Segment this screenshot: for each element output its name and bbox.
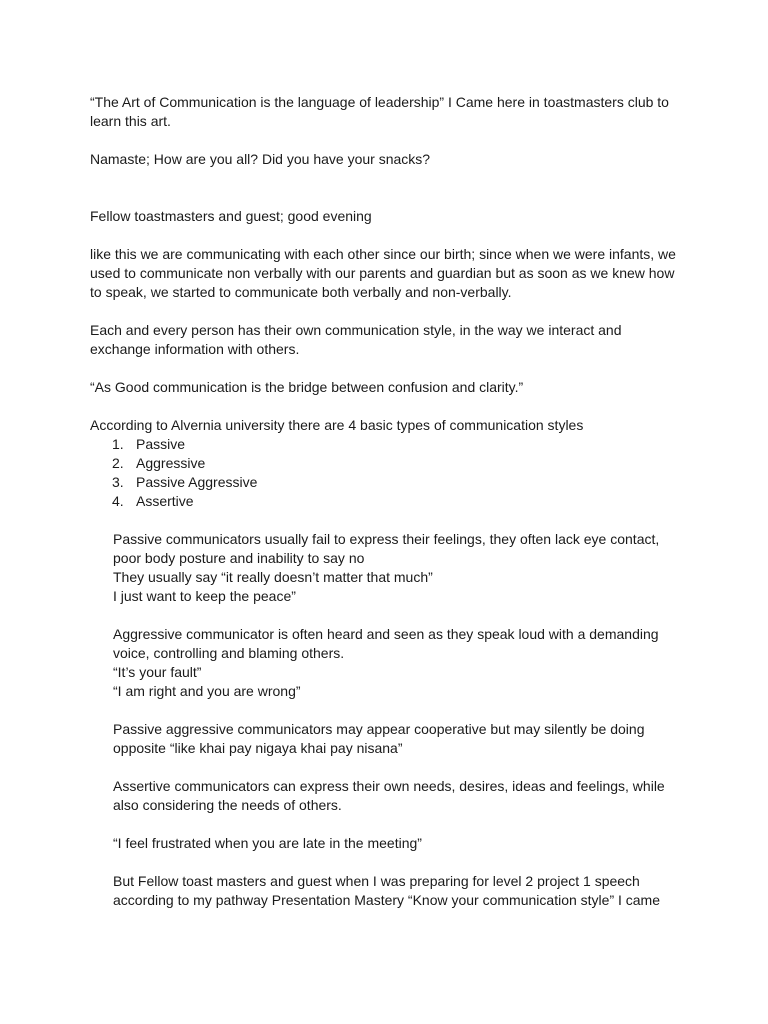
greeting-paragraph: Namaste; How are you all? Did you have your snacks? bbox=[90, 151, 431, 167]
assertive-quote-paragraph: “I feel frustrated when you are late in the meeting” bbox=[113, 835, 422, 851]
aggressive-quote-2: “I am right and you are wrong” bbox=[113, 683, 301, 699]
list-text: Passive bbox=[136, 436, 186, 452]
assertive-paragraph: Assertive communicators can express their own needs, desires, ideas and feelings, while also considering the needs of others. bbox=[113, 778, 665, 813]
communication-style-paragraph: Each and every person has their own communication style, in the way we interact and exchange information with others. bbox=[90, 322, 622, 357]
document-page bbox=[90, 93, 680, 929]
list-number: 2. bbox=[112, 455, 124, 471]
list-item bbox=[90, 435, 680, 454]
passive-aggressive-paragraph: Passive aggressive communicators may appear cooperative but may silently be doing opposite “like khai pay nigaya khai pay nisana” bbox=[113, 721, 645, 756]
passive-description: Passive communicators usually fail to express their feelings, they often lack eye contact, poor body posture and inability to say no bbox=[113, 531, 660, 566]
bridge-quote-paragraph: “As Good communication is the bridge between confusion and clarity.” bbox=[90, 379, 524, 395]
closing-paragraph: But Fellow toast masters and guest when I was preparing for level 2 project 1 speech according to my pathway Presentation Mastery “Know your communication style” I came bbox=[113, 873, 661, 908]
styles-explanation-section bbox=[90, 530, 680, 910]
communication-since-birth-paragraph: like this we are communicating with each other since our birth; since when we were infants, we used to communicate non verbally with our parents and guardian but as soon as we knew how to speak, we started to communicate both verbally and non-verbally. bbox=[90, 246, 676, 300]
aggressive-description: Aggressive communicator is often heard and seen as they speak loud with a demanding voice, controlling and blaming others. bbox=[113, 626, 659, 661]
list-number: 1. bbox=[112, 436, 124, 452]
opening-quote-paragraph: “The Art of Communication is the language of leadership” I Came here in toastmasters club to learn this art. bbox=[90, 94, 669, 129]
list-item bbox=[90, 454, 680, 473]
passive-quote-1: They usually say “it really doesn’t matter that much” bbox=[113, 569, 433, 585]
aggressive-paragraph bbox=[113, 625, 680, 701]
salutation-paragraph: Fellow toastmasters and guest; good evening bbox=[90, 208, 372, 224]
passive-quote-2: I just want to keep the peace” bbox=[113, 588, 296, 604]
passive-paragraph bbox=[113, 530, 680, 606]
list-item bbox=[90, 473, 680, 492]
aggressive-quote-1: “It’s your fault” bbox=[113, 664, 202, 680]
styles-intro-paragraph: According to Alvernia university there are 4 basic types of communication styles bbox=[90, 417, 584, 433]
communication-styles-list bbox=[90, 435, 680, 511]
list-text: Aggressive bbox=[136, 455, 206, 471]
list-text: Assertive bbox=[136, 493, 194, 509]
list-text: Passive Aggressive bbox=[136, 474, 258, 490]
list-number: 3. bbox=[112, 474, 124, 490]
list-number: 4. bbox=[112, 493, 124, 509]
list-item bbox=[90, 492, 680, 511]
